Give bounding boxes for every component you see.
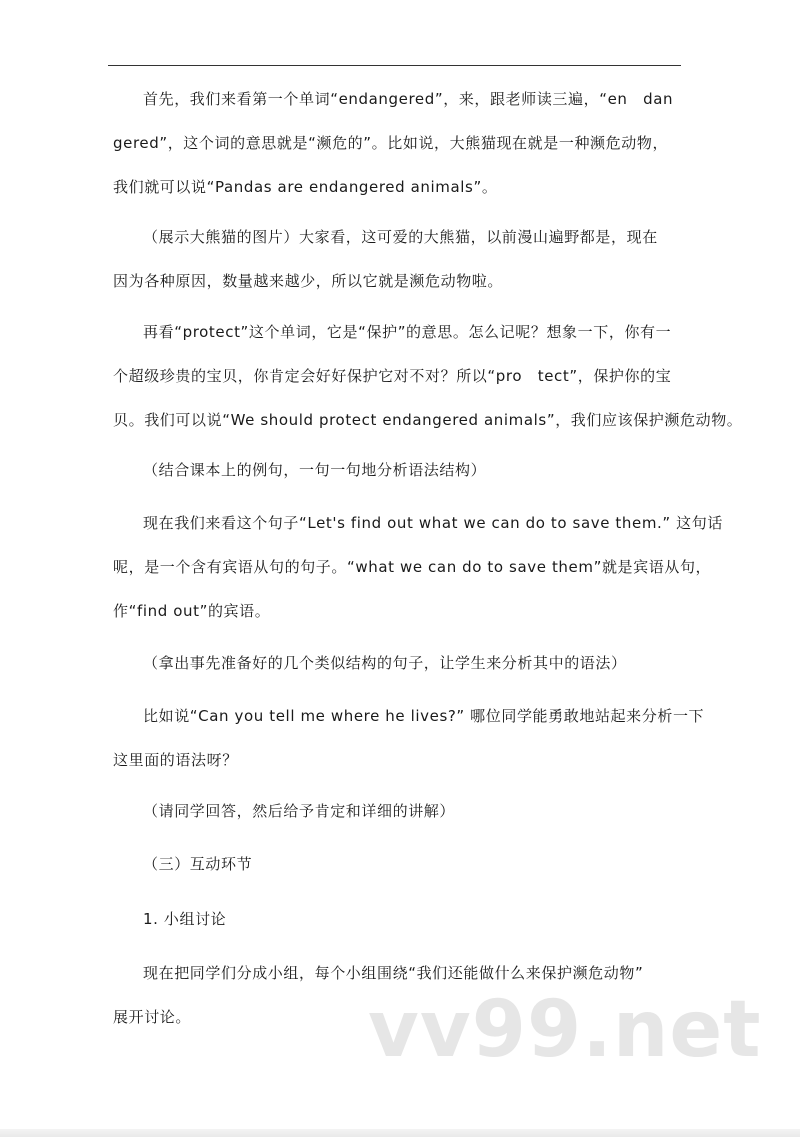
text-line: 现在我们来看这个句子“Let's find out what we can do to save them.” 这句话 <box>143 514 723 532</box>
text-line: 呢，是一个含有宾语从句的句子。“what we can do to save them”就是宾语从句， <box>113 558 712 576</box>
text-line: 比如说“Can you tell me where he lives?” 哪位同学能勇敢地站起来分析一下 <box>143 707 705 725</box>
paragraph-grammar-note <box>113 448 683 492</box>
text-line: 展开讨论。 <box>113 1008 192 1026</box>
paragraph-practice-note <box>113 641 683 685</box>
text-line: gered”，这个词的意思就是“濒危的”。比如说，大熊猫现在就是一种濒危动物， <box>113 134 669 152</box>
paragraph-protect <box>113 310 743 442</box>
paragraph-object-clause <box>113 501 723 633</box>
paragraph-example-question <box>113 694 705 782</box>
text-line: （请同学回答，然后给予肯定和详细的讲解） <box>143 802 456 820</box>
text-line: 再看“protect”这个单词，它是“保护”的意思。怎么记呢？想象一下，你有一 <box>143 323 672 341</box>
paragraph-panda-picture <box>113 215 683 303</box>
text-line: 1. 小组讨论 <box>143 910 227 928</box>
text-line: 贝。我们可以说“We should protect endangered animals”，我们应该保护濒危动物。 <box>113 411 743 429</box>
text-line: 作“find out”的宾语。 <box>113 602 271 620</box>
text-line: （结合课本上的例句，一句一句地分析语法结构） <box>143 461 487 479</box>
page-bottom-edge <box>0 1129 800 1137</box>
text-line: 个超级珍贵的宝贝，你肯定会好好保护它对不对？所以“pro tect”，保护你的宝 <box>113 367 672 385</box>
section-heading <box>113 842 683 886</box>
text-line: 我们就可以说“Pandas are endangered animals”。 <box>113 178 498 196</box>
header-rule <box>108 65 681 66</box>
text-line: 这里面的语法呀？ <box>113 751 238 769</box>
paragraph-endangered <box>113 77 683 209</box>
text-line: （拿出事先准备好的几个类似结构的句子，让学生来分析其中的语法） <box>143 654 627 672</box>
paragraph-answer-note <box>113 789 683 833</box>
watermark: vv99.net <box>368 985 762 1075</box>
text-line: 现在把同学们分成小组，每个小组围绕“我们还能做什么来保护濒危动物” <box>143 964 644 982</box>
text-line: 首先，我们来看第一个单词“endangered”，来，跟老师读三遍，“en dan <box>143 90 674 108</box>
text-line: （三）互动环节 <box>143 855 253 873</box>
subsection-heading <box>113 897 683 941</box>
text-line: （展示大熊猫的图片）大家看，这可爱的大熊猫，以前漫山遍野都是，现在 <box>143 228 658 246</box>
text-line: 因为各种原因，数量越来越少，所以它就是濒危动物啦。 <box>113 272 504 290</box>
